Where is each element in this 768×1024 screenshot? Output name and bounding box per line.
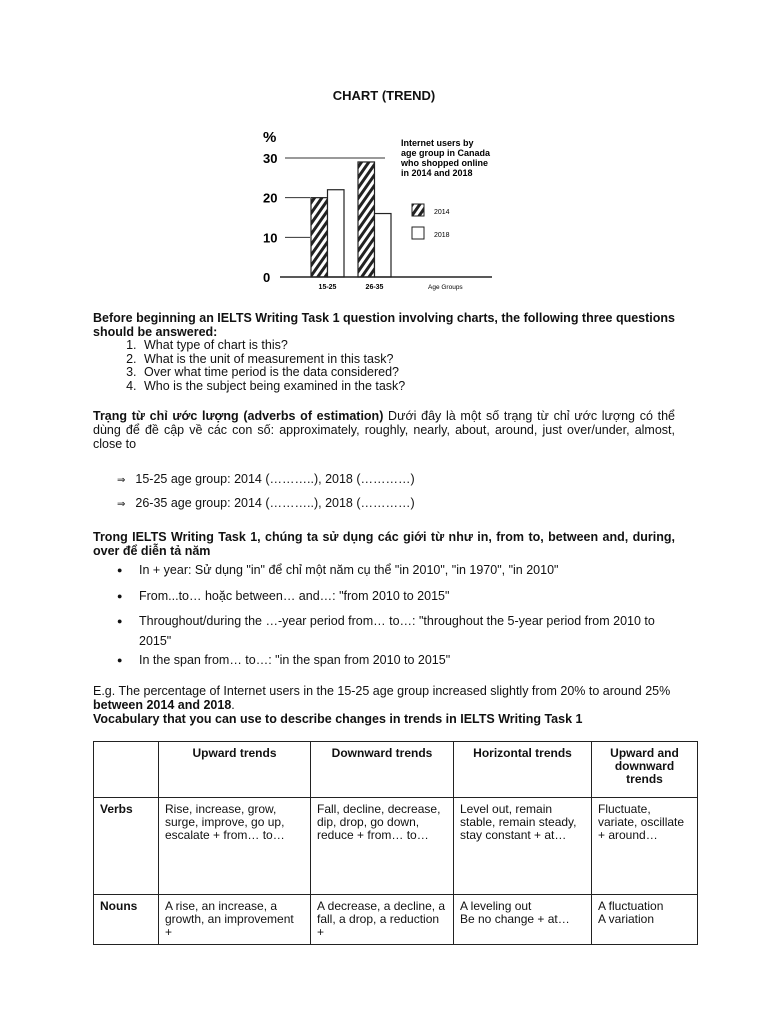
table-header-cell: Downward trends <box>311 742 454 798</box>
question-item: 2. What is the unit of measurement in this task? <box>140 353 700 367</box>
table-header-cell <box>94 742 159 798</box>
x-tick-label: 26-35 <box>365 284 384 291</box>
table-header-cell: Upward trends <box>159 742 311 798</box>
y-tick-label: 10 <box>263 230 278 246</box>
table-cell: A rise, an increase, a growth, an improvement + <box>159 895 311 945</box>
bullet-text: From...to… hoặc between… and…: "from 2010 to 2015" <box>139 589 450 603</box>
legend-swatch-2014 <box>412 204 424 216</box>
table-cell: Level out, remain stable, remain steady, stay constant + at… <box>454 798 592 895</box>
exercise-text: 26-35 age group: 2014 (………..), 2018 (…………) <box>135 496 415 510</box>
example-text: E.g. The percentage of Internet users in the 15-25 age group increased slightly from 20% to around 25% <box>93 684 671 698</box>
table-row <box>94 895 698 945</box>
y-tick-label: 0 <box>263 270 271 285</box>
bar-2018-15-25 <box>328 190 345 277</box>
table-header-cell: Horizontal trends <box>454 742 592 798</box>
arrow-icon: ⇒ <box>117 475 126 486</box>
chart-title-line: age group in Canada <box>401 148 491 158</box>
question-item: 1. What type of chart is this? <box>140 339 700 353</box>
y-tick-label: 20 <box>263 190 278 206</box>
table-row <box>94 798 698 895</box>
chart-title-line: Internet users by <box>401 138 474 148</box>
bullet-text: In the span from… to…: "in the span from 2010 to 2015" <box>139 653 451 667</box>
bar-2014-15-25 <box>311 198 328 277</box>
table-cell: A leveling out Be no change + at… <box>454 895 592 945</box>
exercise-line <box>117 472 415 486</box>
bar-2014-26-35 <box>358 162 375 277</box>
y-tick-label: 30 <box>263 151 278 166</box>
table-cell: Nouns <box>94 895 159 945</box>
legend-swatch-2018 <box>412 227 424 239</box>
example-bold: between 2014 and 2018 <box>93 698 232 712</box>
example-end: . <box>231 698 235 712</box>
table-cell: Rise, increase, grow, surge, improve, go up, escalate + from… to… <box>159 798 311 895</box>
adverbs-paragraph <box>93 409 675 451</box>
x-axis-label: Age Groups <box>428 284 463 291</box>
arrow-icon: ⇒ <box>117 499 126 510</box>
prepositions-heading: Trong IELTS Writing Task 1, chúng ta sử dụng các giới từ như in, from to, between and, during, over để diễn tả năm <box>93 530 675 558</box>
vocab-heading: Vocabulary that you can use to describe changes in trends in IELTS Writing Task 1 <box>93 712 583 726</box>
bullet-item <box>117 650 677 670</box>
exercise-line <box>117 496 415 510</box>
legend-label: 2014 <box>434 209 450 216</box>
question-item: 3. Over what time period is the data considered? <box>140 366 700 380</box>
vocabulary-table <box>93 741 698 945</box>
bullet-item <box>117 611 677 651</box>
bullet-text: In + year: Sử dụng "in" để chỉ một năm cụ thể "in 2010", "in 1970", "in 2010" <box>139 563 559 577</box>
bullet-icon: ● <box>117 565 123 575</box>
chart-title-line: who shopped online <box>401 158 488 168</box>
adverbs-heading: Trạng từ chỉ ước lượng (adverbs of estimation) <box>93 409 384 423</box>
table-header-cell: Upward and downward trends <box>592 742 698 798</box>
bar-2018-26-35 <box>375 214 392 277</box>
table-cell: Fall, decline, decrease, dip, drop, go down, reduce + from… to… <box>311 798 454 895</box>
adverbs-text: Dưới đây là một số trạng từ chỉ ước lượng có thể dùng để đề cập về các con số: approximately, roughly, nearly, about, around, just over/under, almost, close to <box>93 409 675 451</box>
question-list <box>93 339 700 393</box>
chart-title <box>400 138 491 178</box>
exercise-text: 15-25 age group: 2014 (………..), 2018 (…………) <box>135 472 415 486</box>
table-cell: Fluctuate, variate, oscillate + around… <box>592 798 698 895</box>
y-axis-label: % <box>263 129 277 146</box>
bullet-icon: ● <box>117 655 123 665</box>
bullet-text: Throughout/during the …-year period from… to…: "throughout the 5-year period from 2010 to 2015" <box>139 614 655 648</box>
bullet-icon: ● <box>117 591 123 601</box>
bar-chart <box>250 120 500 295</box>
intro-lead: Before beginning an IELTS Writing Task 1 question involving charts, the following three questions should be answered: <box>93 311 675 339</box>
example-paragraph <box>93 684 675 712</box>
x-tick-label: 15-25 <box>318 284 337 291</box>
chart-title-line: in 2014 and 2018 <box>401 168 473 178</box>
page-title: CHART (TREND) <box>332 88 436 103</box>
question-item: 4. Who is the subject being examined in the task? <box>140 380 700 394</box>
table-cell: A decrease, a decline, a fall, a drop, a reduction + <box>311 895 454 945</box>
table-header-row <box>94 742 698 798</box>
table-cell: A fluctuation A variation <box>592 895 698 945</box>
bullet-icon: ● <box>117 616 123 626</box>
legend-label: 2018 <box>434 232 450 239</box>
bullet-item <box>117 560 677 580</box>
table-cell: Verbs <box>94 798 159 895</box>
bullet-item <box>117 586 677 606</box>
